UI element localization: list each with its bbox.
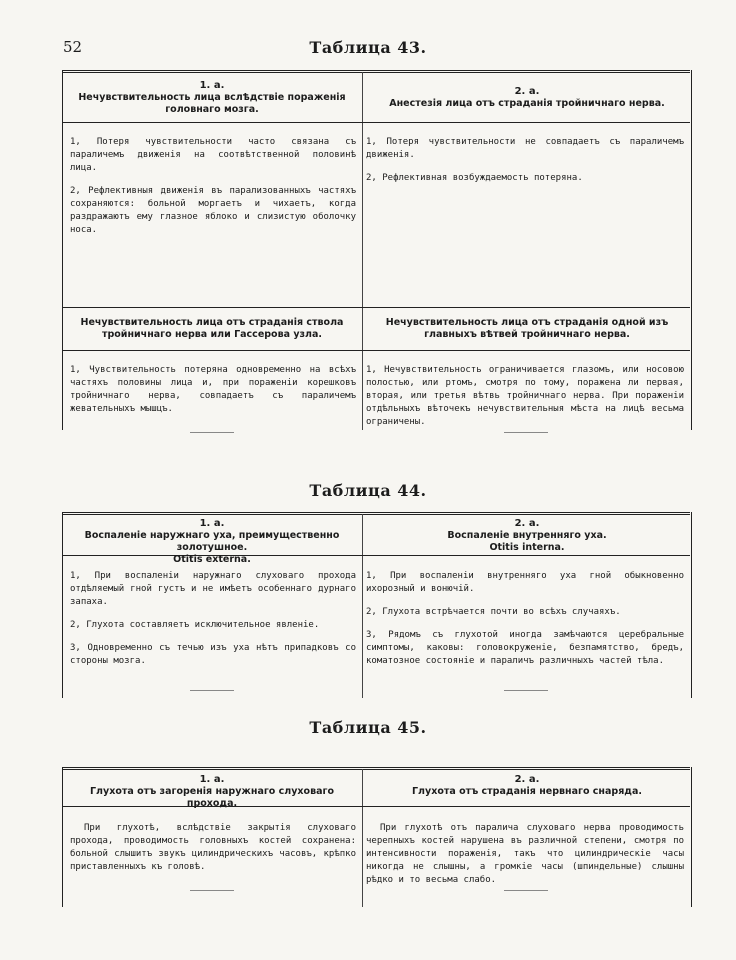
table-43-col4-body <box>366 364 684 439</box>
col-heading: Воспаленіе внутренняго уха. <box>447 530 607 541</box>
col-number: 1. а. <box>199 518 225 529</box>
table-45-top-rule <box>62 767 690 770</box>
col-number: 1. а. <box>199 774 225 785</box>
table-43-col1-header <box>66 80 358 116</box>
page-number: 52 <box>63 38 83 56</box>
paragraph: При глухотѣ, вслѣдствіе закрытія слуховаго прохода, проводимость головныхъ костей сохранена: больной слышитъ звукъ цилиндрическихъ часовъ, крѣпко приставленныхъ къ головѣ. <box>70 823 356 872</box>
table-44-col1-header <box>66 518 358 566</box>
table-43-col3-body <box>70 364 356 426</box>
table-43-col2-body <box>366 136 684 195</box>
col-latin: Otitis externa. <box>173 554 251 565</box>
divider-dash <box>504 690 548 691</box>
list-item: 2, Рефлективныя движенія въ парализованныхъ частяхъ сохраняются: больной моргаетъ и чихаетъ, когда раздражаютъ ему глазное яблоко и слизистую оболочку носа. <box>70 186 356 235</box>
table-44-col2-header <box>368 518 686 554</box>
list-item: 2, Рефлективная возбуждаемость потеряна. <box>366 173 583 183</box>
col-heading: Нечувствительность лица вслѣдствіе пораженія головнаго мозга. <box>78 92 346 115</box>
table-43-title: Таблица 43. <box>309 38 427 57</box>
divider-dash <box>190 432 234 433</box>
list-item: 1, Потеря чувствительности часто связана съ параличемъ движенія на соотвѣтственной половинѣ лица. <box>70 137 356 173</box>
col-heading: Воспаленіе наружнаго уха, преимущественно золотушное. <box>84 530 340 553</box>
table-44-top-rule <box>62 512 690 515</box>
table-45-col1-header <box>66 774 358 810</box>
divider-dash <box>504 890 548 891</box>
table-44-col2-body <box>366 570 684 678</box>
table-43-divider <box>362 72 363 430</box>
table-43-col2-header <box>368 86 686 110</box>
col-number: 2. а. <box>514 518 540 529</box>
list-item: 1, Нечувствительность ограничивается глазомъ, или носовою полостью, или ртомъ, смотря по тому, поражена ли первая, вторая, или третья вѣтвь тройничнаго нерва. При пораженіи отдѣльныхъ вѣточекъ нечувствительныя мѣста на лицѣ весьма ограничены. <box>366 365 684 427</box>
table-43-col1-body <box>70 136 356 247</box>
col-heading: Глухота отъ страданія нервнаго снаряда. <box>411 786 642 797</box>
table-45-col2-body <box>366 822 684 897</box>
divider-dash <box>190 890 234 891</box>
list-item: 2, Глухота встрѣчается почти во всѣхъ случаяхъ. <box>366 607 621 617</box>
table-44-col1-body <box>70 570 356 678</box>
list-item: 1, Чувствительность потеряна одновременно на всѣхъ частяхъ половины лица и, при пораженіи корешковъ тройничнаго нерва, совпадаетъ съ параличемъ жевательныхъ мышцъ. <box>70 365 356 414</box>
divider-dash <box>504 432 548 433</box>
list-item: 3, Одновременно съ течью изъ уха нѣтъ припадковъ со стороны мозга. <box>70 643 356 666</box>
table-43-top-rule <box>62 70 690 73</box>
col-heading: Глухота отъ загоренія наружнаго слуховаго прохода. <box>90 786 334 809</box>
table-45-title: Таблица 45. <box>309 718 427 737</box>
col-heading: Нечувствительность лица отъ страданія одной изъ главныхъ вѣтвей тройничнаго нерва. <box>385 317 669 340</box>
table-44-title: Таблица 44. <box>309 481 427 500</box>
col-latin: Otitis interna. <box>489 542 565 553</box>
col-heading: Нечувствительность лица отъ страданія ствола тройничнаго нерва или Гассерова узла. <box>80 317 344 340</box>
table-43-col3-header <box>66 317 358 341</box>
table-43-col4-header <box>368 317 686 341</box>
list-item: 1, При воспаленіи наружнаго слуховаго прохода отдѣляемый гной густъ и не имѣетъ особеннаго дурнаго запаха. <box>70 571 356 607</box>
col-number: 2. а. <box>514 86 540 97</box>
list-item: 1, Потеря чувствительности не совпадаетъ съ параличемъ движенія. <box>366 137 684 160</box>
list-item: 2, Глухота составляетъ исключительное явленіе. <box>70 620 320 630</box>
table-44-divider <box>362 514 363 698</box>
divider-dash <box>190 690 234 691</box>
table-45-col2-header <box>368 774 686 798</box>
table-43-mid-rule <box>62 307 690 308</box>
col-number: 2. а. <box>514 774 540 785</box>
table-45-divider <box>362 769 363 907</box>
col-heading: Анестезія лица отъ страданія тройничнаго нерва. <box>389 98 665 109</box>
col-number: 1. а. <box>199 80 225 91</box>
table-45-col1-body <box>70 822 356 884</box>
list-item: 3, Рядомъ съ глухотой иногда замѣчаются церебральные симптомы, каковы: головокруженіе, безпамятство, бредъ, коматозное состояніе и параличъ различныхъ частей тѣла. <box>366 630 684 666</box>
table-43-sub-rule <box>62 350 690 351</box>
paragraph: При глухотѣ отъ паралича слуховаго нерва проводимость черепныхъ костей нарушена въ различной степени, смотря по интенсивности пораженія, такъ что цилиндрическіе часы никогда не слышны, а громкіе часы (шпиндельные) слышны рѣдко и то весьма слабо. <box>366 823 684 885</box>
list-item: 1, При воспаленіи внутренняго уха гной обыкновенно ихорозный и вонючій. <box>366 571 684 594</box>
table-43-header-rule <box>62 122 690 123</box>
